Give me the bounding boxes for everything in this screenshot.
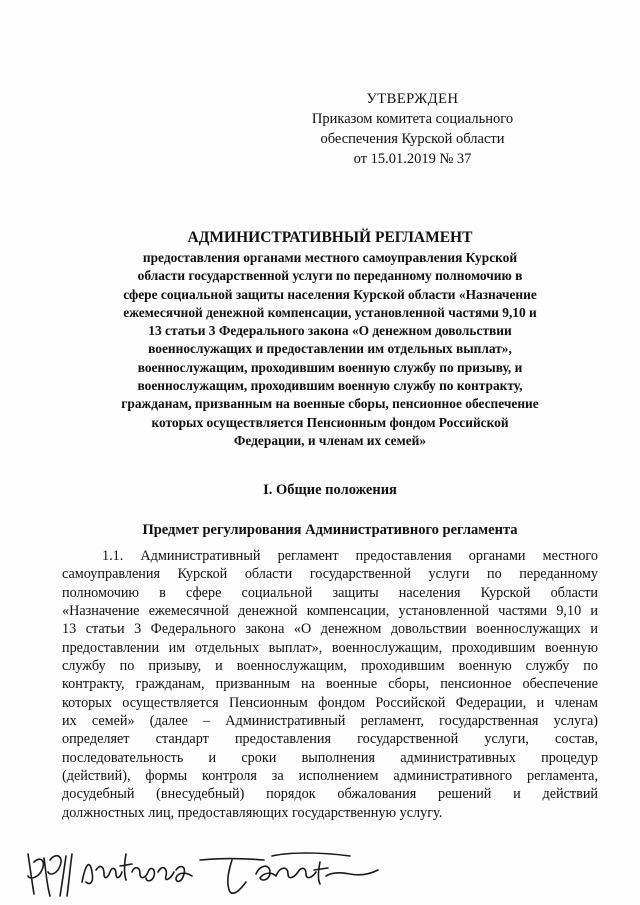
paragraph-line: контракту, гражданам, призванным на военные сборы, пенсионное обеспечение [62, 676, 598, 693]
subsection-heading: Предмет регулирования Административного регламента [142, 522, 518, 538]
regulation-subtitle [96, 249, 564, 450]
paragraph-line: 1.1. Административный регламент предоставления органами местного [102, 548, 598, 564]
paragraph-line: должностных лиц, предоставляющих государственную услугу. [62, 804, 443, 821]
paragraph-line: которых осуществляется Пенсионным фондом Российской Федерации, и членам [62, 694, 598, 711]
subtitle-line: военнослужащим, проходившим военную службу по призыву, и [137, 359, 523, 375]
approval-line-2: обеспечения Курской области [320, 131, 505, 147]
approval-line-1: Приказом комитета социального [311, 111, 514, 127]
paragraph-line: «Назначение ежемесячной денежной компенсации, установленной частями 9,10 и [62, 603, 598, 620]
paragraph-line: самоуправления Курской области государственной услуги по переданному [62, 566, 598, 583]
subtitle-line: Федерации, и членам их семей» [233, 432, 427, 448]
approval-stamp [300, 89, 525, 169]
subtitle-line: 13 статьи 3 Федерального закона «О денежном довольствии [148, 323, 512, 339]
paragraph-line: 13 статьи 3 Федерального закона «О денежном довольствии военнослужащих и [62, 621, 598, 638]
section-heading: I. Общие положения [263, 482, 397, 498]
subtitle-line: сфере социальной защиты населения Курской области «Назначение [123, 286, 537, 302]
paragraph-line: полномочию в сфере социальной защиты населения Курской области [62, 584, 598, 601]
paragraph-line: определяет стандарт предоставления государственной услуги, состав, [62, 731, 598, 748]
subtitle-line: ежемесячной денежной компенсации, установленной частями 9,10 и [123, 304, 537, 320]
subtitle-line: предоставления органами местного самоуправления Курской [142, 250, 518, 265]
paragraph-line: последовательность и сроки выполнения административных процедур [62, 749, 598, 766]
approval-title: УТВЕРЖДЕН [366, 91, 459, 107]
regulation-title: АДМИНИСТРАТИВНЫЙ РЕГЛАМЕНТ [187, 229, 473, 246]
paragraph-line: службу по призыву, и военнослужащим, проходившим военную службу по [62, 658, 598, 675]
subtitle-line: области государственной услуги по переданному полномочию в [137, 268, 523, 284]
handwritten-signature [20, 842, 390, 902]
paragraph-line: их семей» (далее – Административный регламент, государственная услуга) [62, 713, 598, 730]
paragraph-line: предоставлении им отдельных выплат», военнослужащим, проходившим военную [62, 639, 598, 656]
subtitle-line: гражданам, призванным на военные сборы, пенсионное обеспечение [121, 396, 539, 412]
approval-date-number: от 15.01.2019 № 37 [353, 151, 472, 167]
body-paragraph [62, 547, 598, 822]
subtitle-line: которых осуществляется Пенсионным фондом Российской [151, 414, 509, 430]
paragraph-line: (действий), формы контроля за исполнением административного регламента, [62, 768, 598, 785]
subtitle-line: военнослужащим, проходившим военную службу по контракту, [137, 378, 523, 394]
subtitle-line: военнослужащих и предоставлении им отдельных выплат», [148, 341, 512, 357]
paragraph-line: досудебный (внесудебный) порядок обжалования решений и действий [62, 786, 598, 803]
